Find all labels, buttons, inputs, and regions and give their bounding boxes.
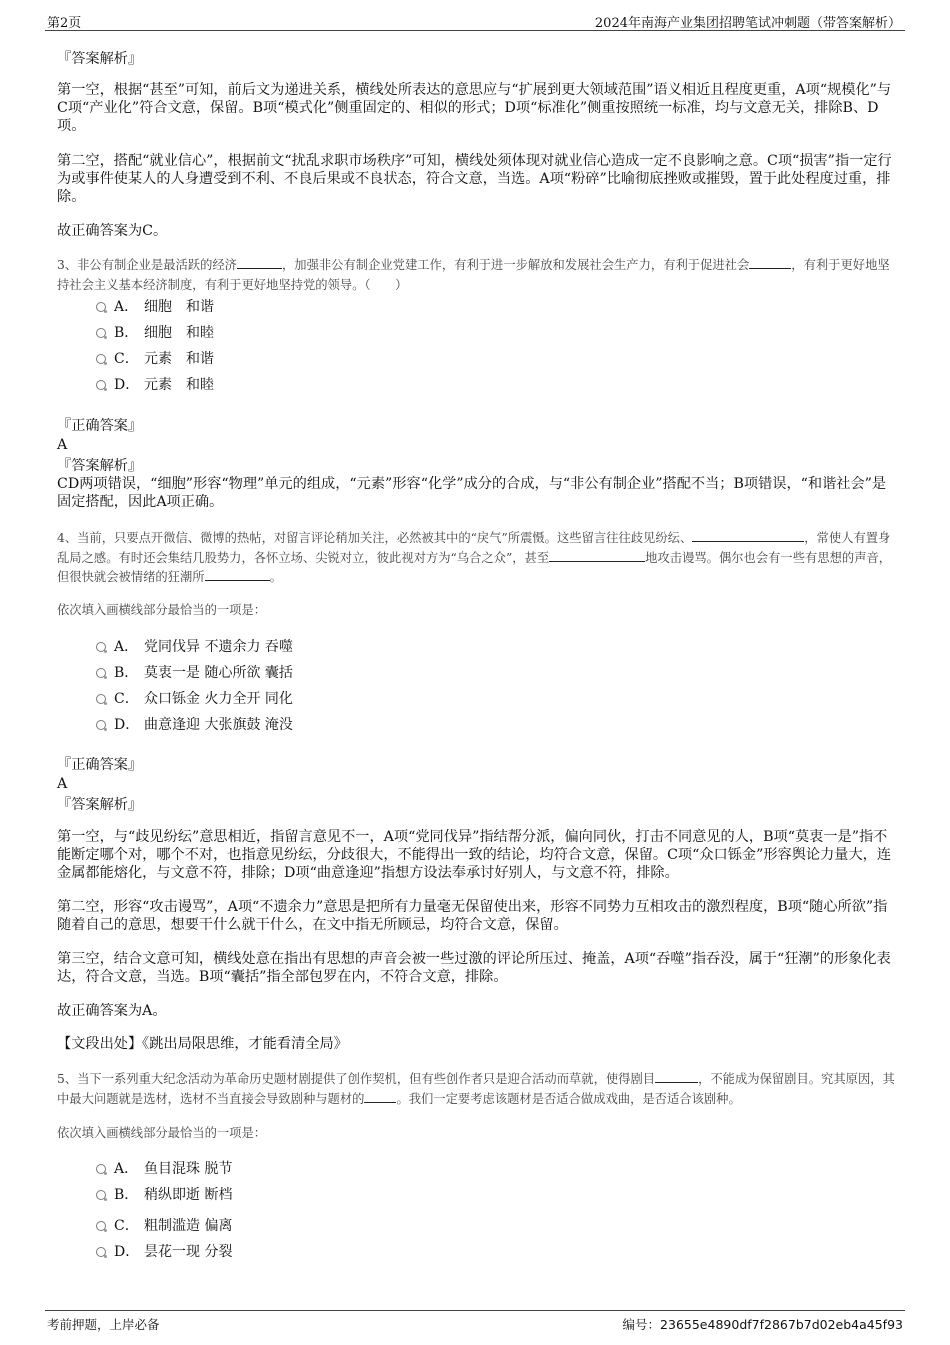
radio-icon <box>96 668 106 678</box>
radio-icon <box>96 1247 106 1257</box>
prev-conclusion: 故正确答案为C。 <box>57 223 168 239</box>
answer-blank <box>364 1090 396 1103</box>
answer-blank <box>205 568 270 581</box>
q5-option-b[interactable]: B． 稍纵即逝 断档 <box>96 1186 232 1204</box>
correct-answer-label: 『正确答案』 <box>57 757 143 773</box>
radio-icon <box>96 302 106 312</box>
radio-icon <box>96 380 106 390</box>
analysis-label: 『答案解析』 <box>57 51 143 67</box>
q4-option-b[interactable]: B． 莫衷一是 随心所欲 囊括 <box>96 664 293 682</box>
q3-option-d[interactable]: D． 元素 和睦 <box>96 376 214 394</box>
page-footer <box>45 1310 905 1332</box>
analysis-label: 『答案解析』 <box>57 797 143 813</box>
q4-option-c[interactable]: C． 众口铄金 火力全开 同化 <box>96 690 293 708</box>
q3-analysis: CD两项错误，“细胞”形容“物理”单元的组成，“元素”形容“化学”成分的合成，与“非公有制企业”搭配不当；B项错误，“和谐社会”是固定搭配，因此A项正确。 <box>57 476 887 510</box>
prev-analysis-paragraph-2: 第二空，搭配“就业信心”，根据前文“扰乱求职市场秩序”可知，横线处须体现对就业信心造成一定不良影响之意。C项“损害”指一定行为或事件使某人的人身遭受到不利、不良后果或不良状态，符合文意，当选。A项“粉碎”比喻彻底挫败或摧毁，置于此处程度过重，排除。 <box>57 153 892 205</box>
document-title: 2024年南海产业集团招聘笔试冲刺题（带答案解析） <box>594 16 901 31</box>
analysis-label: 『答案解析』 <box>57 458 143 474</box>
radio-icon <box>96 328 106 338</box>
question-stem: 依次填入画横线部分最恰当的一项是： <box>57 603 267 617</box>
q4-answer: A <box>57 776 68 792</box>
q3-option-c[interactable]: C． 元素 和谐 <box>96 350 214 368</box>
answer-blank <box>749 256 791 269</box>
source-title: 《跳出局限思维，才能看清全局》 <box>142 1036 348 1052</box>
q4-analysis-paragraph-2: 第二空，形容“攻击谩骂”，A项“不遗余力”意思是把所有力量毫无保留使出来，形容不同势力互相攻击的激烈程度，B项“随心所欲”指随着自己的意思，想要干什么就干什么，在文中指无所顾忌，均符合文意，保留。 <box>57 899 888 933</box>
q4-option-a[interactable]: A． 党同伐异 不遗余力 吞噬 <box>96 638 293 656</box>
radio-icon <box>96 354 106 364</box>
radio-icon <box>96 720 106 730</box>
answer-blank <box>692 529 804 542</box>
page-number: 第2页 <box>47 16 82 31</box>
radio-icon <box>96 642 106 652</box>
source-citation <box>57 1035 895 1053</box>
q3-option-b[interactable]: B． 细胞 和睦 <box>96 324 214 342</box>
q3-option-a[interactable]: A． 细胞 和谐 <box>96 298 214 316</box>
document-code: 编号：23655e4890df7f2867b7d02eb4a45f93 <box>622 1317 903 1332</box>
q3-answer: A <box>57 437 68 453</box>
q4-analysis-paragraph-3: 第三空，结合文意可知，横线处意在指出有思想的声音会被一些过激的评论所压过、掩盖，A项“吞噬”指吞没，属于“狂潮”的形象化表达，符合文意，当选。B项“囊括”指全部包罗在内，不符合文意，排除。 <box>57 951 891 985</box>
question-4-text: 4、当前，只要点开微信、微博的热帖，对留言评论稍加关注，必然被其中的“戾气”所震慑。这些留言往往歧见纷纭、 ，常使人有置身乱局之感。有时还会集结几股势力，各怀立场、尖锐对立，彼此视对方为“乌合之众”，甚至 地攻击谩骂。偶尔也会有一些有思想的声音，但很快就会被情绪的狂潮所 。 <box>57 531 892 584</box>
question-stem: 依次填入画横线部分最恰当的一项是： <box>57 1126 267 1140</box>
radio-icon <box>96 694 106 704</box>
question-5-text: 5、当下一系列重大纪念活动为革命历史题材剧提供了创作契机，但有些创作者只是迎合活动而草就，使得剧目 ，不能成为保留剧目。究其原因，其中最大问题就是选材，选材不当直接会导致剧种与题材的 。我们一定要考虑该题材是否适合做成戏曲，是否适合该剧种。 <box>57 1072 895 1106</box>
q5-option-d[interactable]: D． 昙花一现 分裂 <box>96 1243 232 1261</box>
q5-option-c[interactable]: C． 粗制滥造 偏离 <box>96 1217 232 1235</box>
radio-icon <box>96 1221 106 1231</box>
radio-icon <box>96 1190 106 1200</box>
page-header <box>45 10 905 31</box>
q5-option-a[interactable]: A． 鱼目混珠 脱节 <box>96 1160 232 1178</box>
q4-analysis-paragraph-1: 第一空，与“歧见纷纭”意思相近，指留言意见不一，A项“党同伐异”指结帮分派，偏向同伙，打击不同意见的人，B项“莫衷一是”指不能断定哪个对，哪个不对，也指意见纷纭，分歧很大，不能得出一致的结论，均符合文意，保留。C项“众口铄金”形容舆论力量大，连金属都能熔化，与文意不符，排除；D项“曲意逢迎”指想方设法奉承讨好别人，与文意不符，排除。 <box>57 829 892 881</box>
source-label: 【文段出处】 <box>57 1036 143 1052</box>
footer-slogan: 考前押题，上岸必备 <box>47 1317 160 1332</box>
radio-icon <box>96 1164 106 1174</box>
answer-blank <box>237 256 282 269</box>
answer-blank <box>655 1070 698 1083</box>
correct-answer-label: 『正确答案』 <box>57 418 143 434</box>
q4-option-d[interactable]: D． 曲意逢迎 大张旗鼓 淹没 <box>96 716 293 734</box>
prev-analysis-paragraph-1: 第一空，根据“甚至”可知，前后文为递进关系，横线处所表达的意思应与“扩展到更大领域范围”语义相近且程度更重，A项“规模化”与C项“产业化”符合文意，保留。B项“模式化”侧重固定的、相似的形式；D项“标准化”侧重按照统一标准，均与文意无关，排除B、D项。 <box>57 82 892 134</box>
q4-conclusion: 故正确答案为A。 <box>57 1003 167 1019</box>
question-3-text: 3、非公有制企业是最活跃的经济 ，加强非公有制企业党建工作，有利于进一步解放和发展社会生产力，有利于促进社会 ，有利于更好地坚持社会主义基本经济制度，有利于更好地坚持党的领导。（ ） <box>57 258 890 292</box>
answer-blank <box>549 549 645 562</box>
